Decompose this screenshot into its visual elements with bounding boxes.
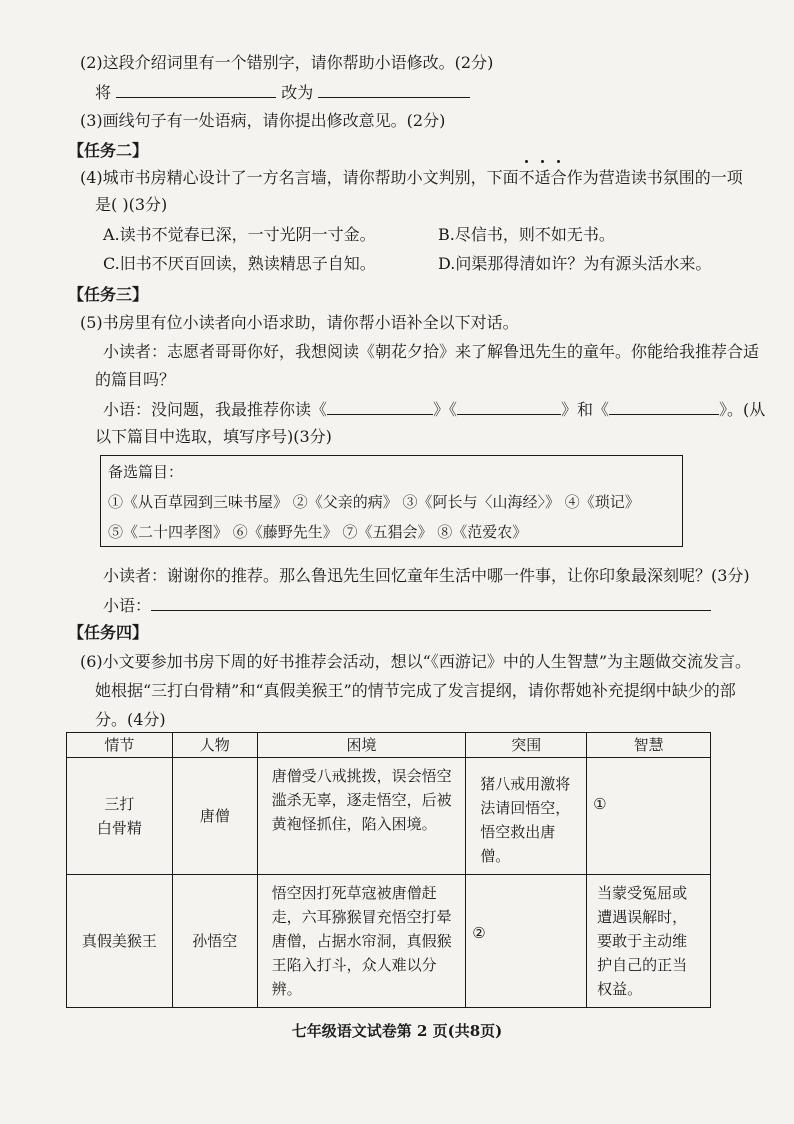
q5-answer-prefix: 小语： [103, 596, 152, 615]
q5-reader-line1: 小读者：志愿者哥哥你好，我想阅读《朝花夕拾》来了解鲁迅先生的童年。你能给我推荐合适 [103, 342, 760, 361]
breakout-cell: 猪八戒用激将法请回悟空，悟空救出唐僧。 [466, 758, 587, 875]
q2-blank-wrong[interactable] [116, 81, 276, 98]
q2-middle: 改为 [281, 83, 314, 102]
box-row-2: ⑤《二十四孝图》 ⑥《藤野先生》 ⑦《五猖会》 ⑧《范爱农》 [108, 523, 528, 541]
q5-blank-3[interactable] [609, 398, 719, 415]
q5-answer-line [103, 594, 711, 617]
person-cell: 唐僧 [172, 758, 257, 875]
table-header: 情节 [67, 733, 173, 758]
q4-line2: 是( )(3分) [95, 195, 168, 214]
q5-reader-q2: 小读者：谢谢你的推荐。那么鲁迅先生回忆童年生活中哪一件事，让你印象最深刻呢？(3分) [103, 566, 750, 585]
table-header: 困境 [257, 733, 466, 758]
q6-line1: (6)小文要参加书房下周的好书推荐会活动，想以“《西游记》中的人生智慧”为主题做交流发言。 [80, 652, 752, 671]
q5-text: (5)书房里有位小读者向小语求助，请你帮小语补全以下对话。 [80, 313, 519, 332]
q2-prefix: 将 [95, 83, 112, 102]
q5-answer-blank[interactable] [151, 594, 711, 611]
q4-option-d: D.问渠那得清如许？为有源头活水来。 [438, 254, 712, 273]
q4-option-a: A.读书不觉春已深，一寸光阴一寸金。 [103, 225, 376, 244]
q5-blank-2[interactable] [457, 398, 561, 415]
q4-text-before: (4)城市书房精心设计了一方名言墙，请你帮助小文判别，下面 [80, 168, 519, 187]
q4-emph-text: 不适合 [518, 168, 567, 187]
q5-blank-1[interactable] [327, 398, 433, 415]
q5-xiaoyu-line [103, 398, 765, 421]
q2-text: (2)这段介绍词里有一个错别字，请你帮助小语修改。(2分) [80, 53, 494, 72]
table-header: 智慧 [587, 733, 711, 758]
q2-blank-correct[interactable] [318, 81, 470, 98]
q3-text: (3)画线句子有一处语病，请你提出修改意见。(2分) [80, 111, 446, 130]
table-row [67, 758, 711, 875]
table-row [67, 875, 711, 1008]
page-footer: 七年级语文试卷第 2 页(共8页) [291, 1022, 503, 1040]
table-header: 突围 [466, 733, 587, 758]
q4-text-after: 作为营造读书氛围的一项 [566, 168, 743, 187]
q5-xiaoyu-line2: 以下篇目中选取，填写序号)(3分) [95, 427, 332, 446]
wisdom-answer-cell[interactable]: ① [587, 758, 711, 875]
q4-emphasis [519, 168, 567, 187]
dilemma-cell: 唐僧受八戒挑拨，误会悟空滥杀无辜，逐走悟空，后被黄袍怪抓住，陷入困境。 [257, 758, 466, 875]
task4-heading: 【任务四】 [68, 623, 149, 642]
table-header: 人物 [172, 733, 257, 758]
task2-heading: 【任务二】 [68, 141, 149, 160]
emphasis-dot-icon [557, 160, 560, 163]
q5-xiaoyu-c: 》和《 [561, 400, 610, 419]
person-cell: 孙悟空 [172, 875, 257, 1008]
breakout-answer-cell[interactable]: ② [466, 875, 587, 1008]
q6-line3: 分。(4分) [95, 710, 166, 729]
task3-heading: 【任务三】 [68, 285, 149, 304]
q5-xiaoyu-a: 小语：没问题，我最推荐你读《 [103, 400, 328, 419]
q4-option-b: B.尽信书，则不如无书。 [438, 225, 615, 244]
emphasis-dot-icon [525, 160, 528, 163]
dilemma-cell: 悟空因打死草寇被唐僧赶走，六耳猕猴冒充悟空打晕唐僧，占据水帘洞，真假猴王陷入打斗，众人难以分辨。 [257, 875, 466, 1008]
plot-cell: 三打 白骨精 [67, 758, 173, 875]
plot-cell: 真假美猴王 [67, 875, 173, 1008]
q6-line2: 她根据“三打白骨精”和“真假美猴王”的情节完成了发言提纲，请你帮她补充提纲中缺少的部 [95, 681, 736, 700]
q5-xiaoyu-d: 》。(从 [719, 400, 766, 419]
box-title: 备选篇目： [108, 463, 184, 481]
q4-option-c: C.旧书不厌百回读，熟读精思子自知。 [103, 254, 376, 273]
q2-answer-line [95, 81, 470, 104]
wisdom-cell: 当蒙受冤屈或遭遇误解时，要敢于主动维护自己的正当权益。 [587, 875, 711, 1008]
outline-table [66, 732, 711, 1008]
q5-xiaoyu-b: 》《 [433, 400, 458, 419]
box-row-1: ①《从百草园到三味书屋》 ②《父亲的病》 ③《阿长与〈山海经〉》 ④《琐记》 [108, 493, 640, 511]
q5-reader-line2: 的篇目吗？ [95, 370, 176, 389]
q4-text [80, 167, 743, 189]
table-header-row [67, 733, 711, 758]
emphasis-dot-icon [541, 160, 544, 163]
